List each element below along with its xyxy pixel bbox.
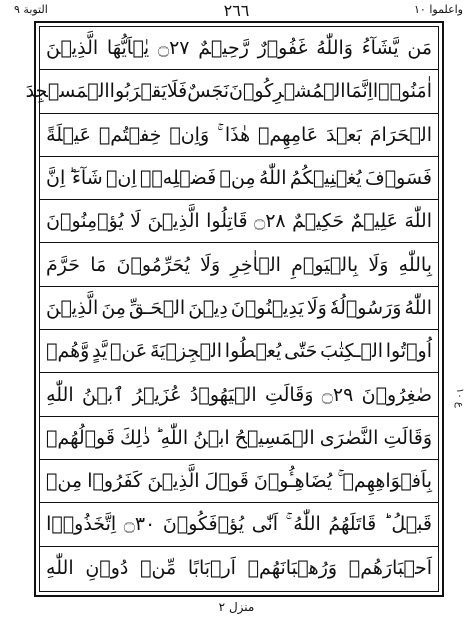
verse-line — [40, 330, 438, 373]
verse-word: الۡمَسۡجِدَ — [25, 80, 110, 103]
verse-word: بَعۡدَ — [326, 123, 362, 146]
verse-word: اٰمَنُوۡۤا — [372, 80, 432, 103]
verse-word: الۡمُشۡرِكُوۡنَ — [229, 80, 346, 103]
verse-word: بِاللّٰهِ — [398, 253, 432, 276]
verse-word: عَلِيۡمٌ — [350, 210, 398, 233]
verse-word: اللّٰهَ — [404, 210, 432, 233]
verse-word: اللّٰهِ — [46, 557, 74, 580]
verse-word: حَرَّمَ — [46, 253, 81, 276]
verse-word: فَلَا — [166, 80, 188, 103]
verse-word: وَلَا — [368, 253, 389, 276]
verse-word: مِنَ — [101, 296, 126, 319]
verse-word: الۡاٰخِرِ — [230, 253, 281, 276]
verse-word: عَيۡلَةً — [46, 123, 92, 146]
verse-word: قَوۡلُهُمۡ — [46, 426, 115, 449]
verse-word: الۡمَسِيۡحُ — [234, 426, 315, 449]
verse-word: وَلَا — [200, 253, 221, 276]
verse-word: فَسَوۡفَ — [365, 167, 432, 190]
verse-line — [40, 460, 438, 503]
verse-word: عَامِهِمۡ — [258, 123, 319, 146]
verse-line — [40, 157, 438, 200]
verse-word: الۡـكِتٰبَ — [320, 340, 384, 363]
verse-word: الَّذِيۡنَ — [147, 470, 200, 493]
verse-word: ابۡنُ — [193, 426, 230, 449]
verse-word: ۝٣٠ — [123, 513, 156, 536]
verse-word: مِّنۡ — [140, 557, 177, 580]
verse-line — [40, 114, 438, 157]
verse-word: يٰۤاَيُّهَا — [106, 37, 150, 60]
verse-word: ۝٢٨ — [254, 210, 286, 233]
verse-word: وَلَا — [306, 296, 327, 319]
verse-word: يَّدٍ — [92, 340, 108, 363]
verse-line — [40, 547, 438, 590]
verse-word: اَنّٰى — [251, 513, 279, 536]
verse-word: يَقۡرَبُوا — [109, 80, 167, 103]
verse-word: اللّٰهُ — [293, 513, 321, 536]
verse-word: يَّشَآءُ — [361, 37, 399, 60]
verse-word: يُضَاهِـُٔوۡنَ — [253, 470, 333, 493]
verse-word: حَتّٰى — [284, 340, 318, 363]
verse-word: اِتَّخَذُوۡۤا — [46, 513, 117, 536]
verse-word: اللّٰهِ — [46, 383, 74, 406]
verse-word: دِيۡنَ — [188, 296, 228, 319]
verse-lines — [25, 26, 439, 592]
verse-line — [40, 417, 438, 460]
verse-word: يُحَرِّمُوۡنَ — [116, 253, 190, 276]
text-frame — [25, 21, 444, 597]
verse-word: وَقَالَتِ — [264, 383, 314, 406]
verse-word: اِنَّمَا — [345, 80, 373, 103]
verse-word: الۡحَرَامَ — [369, 123, 432, 146]
verse-word: ذٰلِكَ — [120, 426, 151, 449]
verse-line — [40, 287, 438, 330]
verse-word: يُؤۡفَكُوۡنَ — [162, 513, 245, 536]
verse-word: وَّهُمۡ — [46, 340, 90, 363]
verse-word: ۝٢٩ — [321, 383, 354, 406]
verse-word: وَرُهۡبَانَهُمۡ — [247, 557, 338, 580]
verse-word: اِنۡ — [105, 167, 137, 190]
verse-word: وَاِنۡ — [169, 123, 210, 146]
ruku-margin-note: ع ١٠ — [454, 388, 465, 408]
verse-word: الَّذِيۡنَ — [46, 296, 99, 319]
verse-word: مَن — [407, 37, 432, 60]
verse-line — [25, 70, 438, 113]
verse-word: وَرَسُوۡلُهٗ — [329, 296, 402, 319]
verse-word: اَرۡبَابًا — [187, 557, 236, 580]
verse-line — [40, 200, 438, 243]
verse-word: الَّذِيۡنَ — [46, 37, 99, 60]
verse-word: يُؤۡمِنُوۡنَ — [46, 210, 124, 233]
verse-word: دُوۡنِ — [85, 557, 129, 580]
verse-word: اُوۡتُوا — [385, 340, 432, 363]
verse-word: يُعۡطُوا — [224, 340, 282, 363]
verse-word: وَاللّٰهُ — [316, 37, 353, 60]
verse-word: لَا — [130, 210, 141, 233]
juz-name: واعلموا ١٠ — [414, 3, 463, 16]
verse-word: مِنۡ — [219, 167, 256, 190]
verse-word: حَكِيۡمٌ — [292, 210, 345, 233]
verse-word: اللّٰهِ — [160, 426, 189, 449]
verse-word: الۡيَهُوۡدُ — [189, 383, 257, 406]
verse-word: صٰغِرُوۡنَ — [361, 383, 432, 406]
verse-word: الۡجِزۡيَةَ — [149, 340, 223, 363]
verse-word: نَجَسٌ — [187, 80, 230, 103]
verse-word: فَضۡلِهٖۤ — [139, 167, 217, 190]
verse-word: خِفۡتُمۡ — [98, 123, 162, 146]
verse-word: غَفُوۡرٌ — [257, 37, 308, 60]
verse-word: ٱبۡنُ — [81, 383, 125, 406]
manzil-footer: منزل ٢ — [218, 600, 255, 614]
verse-word: قَوۡلَ — [204, 470, 249, 493]
verse-line — [40, 503, 438, 546]
verse-word: النَّصٰرَى — [319, 426, 379, 449]
verse-word: اللّٰهُ — [258, 167, 287, 190]
verse-word: يُغۡنِيۡكُمُ — [289, 167, 362, 190]
verse-word: يَدِيۡنُوۡنَ — [230, 296, 304, 319]
verse-word: مِنۡ — [46, 470, 83, 493]
page-number: ٢٦٦ — [223, 1, 250, 20]
verse-word: رَّحِيۡمٌ — [198, 37, 249, 60]
verse-word: بِالۡيَوۡمِ — [291, 253, 359, 276]
verse-word: وَقَالَتِ — [383, 426, 432, 449]
verse-line — [40, 373, 438, 416]
verse-word: قَاتَلَهُمُ — [328, 513, 377, 536]
verse-word: ۝٢٧ — [157, 37, 190, 60]
surah-name: التوبة ٩ — [14, 3, 48, 16]
verse-line — [40, 244, 438, 287]
verse-word: مَا — [90, 253, 107, 276]
verse-word: قَبۡلُ — [391, 513, 432, 536]
verse-word: الَّذِيۡنَ — [147, 210, 200, 233]
verse-word: قَاتِلُوا — [206, 210, 248, 233]
verse-word: هٰذَا — [224, 123, 251, 146]
verse-word: عُزَيۡرُ — [132, 383, 182, 406]
verse-line — [40, 27, 438, 70]
verse-word: بِاَفۡوَاهِهِمۡ — [342, 470, 432, 493]
verse-word: عَنۡ — [110, 340, 148, 363]
verse-word: الۡحَـقِّ — [129, 296, 186, 319]
verse-word: اَحۡبَارَهُمۡ — [348, 557, 432, 580]
verse-word: اِنَّ — [46, 167, 66, 190]
verse-word: شَآءَ — [71, 167, 103, 190]
verse-word: كَفَرُوۡا — [87, 470, 143, 493]
verse-word: اللّٰهُ — [404, 296, 432, 319]
